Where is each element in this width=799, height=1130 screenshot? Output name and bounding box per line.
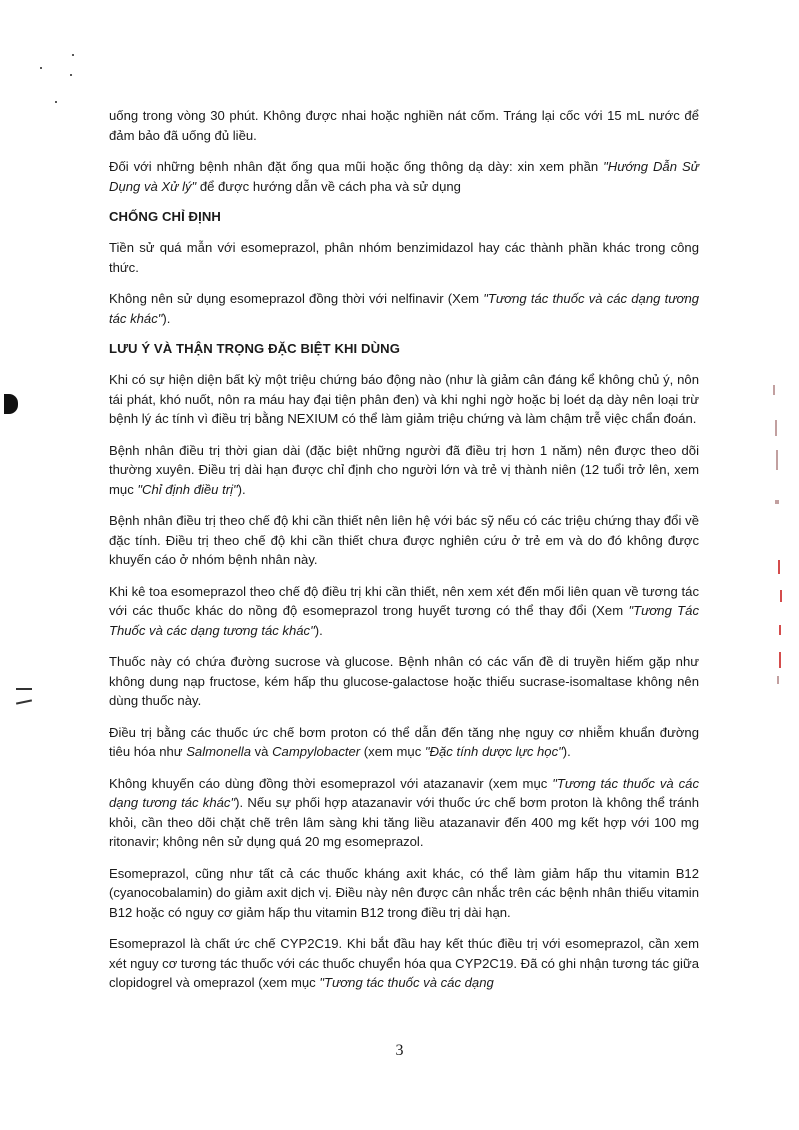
text-run: ). Nếu sự phối hợp atazanavir với thuốc ức chế bơm proton là không thể tránh khỏi, cần theo dõi chặt chẽ trên lâm sàng khi tăng liều atazanavir đến 400 mg kết hợp với 100 mg ritonavir; không nên sử dụng quá 20 mg esomeprazol. xyxy=(109,795,699,849)
text-run: Điều trị bằng các thuốc ức chế bơm proton có thể dẫn đến tăng nhẹ nguy cơ nhiễm khuẩn đường tiêu hóa như xyxy=(109,724,699,759)
text-run: Đối với những bệnh nhân đặt ống qua mũi hoặc ống thông dạ dày: xin xem phần xyxy=(109,159,604,174)
scan-edge-tick xyxy=(776,450,778,470)
italic-text: "Hướng Dẫn Sử Dụng và Xử lý" xyxy=(109,159,699,194)
paragraph xyxy=(109,864,699,923)
scan-edge-tick xyxy=(779,652,781,668)
text-run: ). xyxy=(162,310,171,326)
text-run: Khi kê toa esomeprazol theo chế độ điều trị khi cần thiết, nên xem xét đến mối liên quan về tương tác với các thuốc khác do nồng độ esomeprazol trong huyết tương có thể thay đổi (Xem xyxy=(109,583,699,618)
italic-text: Salmonella xyxy=(186,744,251,759)
scan-speck xyxy=(70,74,72,76)
scan-edge-tick xyxy=(775,420,777,436)
binder-hole-mark xyxy=(4,394,18,414)
text-run: Esomeprazol là chất ức chế CYP2C19. Khi bắt đầu hay kết thúc điều trị với esomeprazol, cần xem xét nguy cơ tương tác thuốc với các thuốc chuyển hóa qua CYP2C19. Đã có ghi nhận tương tác giữa clopidogrel và omeprazol (xem mục xyxy=(109,936,699,990)
paragraph xyxy=(109,934,699,993)
scan-speck xyxy=(72,54,74,56)
text-run: và xyxy=(250,744,273,759)
text-run: Khi có sự hiện diện bất kỳ một triệu chứng báo động nào (như là giảm cân đáng kể không chủ ý, nôn tái phát, khó nuốt, nôn ra máu hay đại tiện phân đen) và khi nghi ngờ hoặc bị loét dạ dày nên loại trừ bệnh lý ác tính vì điều trị bằng NEXIUM có thể làm giảm triệu chứng và làm chậm trễ việc chẩn đoán. xyxy=(109,372,699,426)
text-run: Bệnh nhân điều trị theo chế độ khi cần thiết nên liên hệ với bác sỹ nếu có các triệu chứng thay đổi về đặc tính. Điều trị theo chế độ khi cần thiết chưa được nghiên cứu ở trẻ em và do đó không được khuyến cáo ở nhóm bệnh nhân này. xyxy=(109,513,699,567)
italic-text: "Tương tác thuốc và các dạng tương tác khác" xyxy=(109,775,699,810)
paragraph xyxy=(109,106,699,145)
text-run: Tiền sử quá mẫn với esomeprazol, phân nhóm benzimidazol hay các thành phần khác trong công thức. xyxy=(109,240,699,275)
scan-edge-tick xyxy=(780,590,782,602)
scan-edge-tick xyxy=(777,676,779,684)
scan-speck xyxy=(55,101,57,103)
paragraph xyxy=(109,723,699,762)
scan-edge-tick xyxy=(778,560,780,574)
italic-text: "Tương tác thuốc và các dạng xyxy=(319,975,494,990)
scan-speck xyxy=(40,67,42,69)
italic-text: "Chỉ định điều trị" xyxy=(137,481,238,497)
paragraph xyxy=(109,582,699,641)
document-body xyxy=(109,106,699,1005)
paragraph xyxy=(109,441,699,500)
text-run: ). xyxy=(314,622,323,638)
section-heading xyxy=(109,208,699,226)
paragraph xyxy=(109,370,699,429)
scan-edge-tick xyxy=(775,500,779,504)
text-run: để được hướng dẫn về cách pha và sử dụng xyxy=(196,178,461,194)
scan-dash xyxy=(16,688,32,690)
paragraph xyxy=(109,652,699,711)
text-run: ). xyxy=(562,744,571,759)
paragraph xyxy=(109,157,699,196)
scan-dash xyxy=(16,699,32,704)
italic-text: "Tương tác thuốc và các dạng tương tác khác" xyxy=(109,291,700,326)
text-run: uống trong vòng 30 phút. Không được nhai hoặc nghiền nát cốm. Tráng lại cốc với 15 mL nước để đảm bảo đã uống đủ liều. xyxy=(109,108,699,143)
italic-text: "Đặc tính dược lực học" xyxy=(424,744,563,759)
paragraph xyxy=(109,289,699,328)
text-run: Không nên sử dụng esomeprazol đồng thời với nelfinavir (Xem xyxy=(109,291,484,306)
text-run: ). xyxy=(237,481,246,497)
section-heading xyxy=(109,340,699,358)
italic-text: Campylobacter xyxy=(272,744,361,759)
text-run: CHỐNG CHỈ ĐỊNH xyxy=(109,209,221,224)
scan-edge-tick xyxy=(773,385,775,395)
paragraph xyxy=(109,774,699,852)
scan-edge-tick xyxy=(779,625,781,635)
paragraph xyxy=(109,511,699,570)
text-run: Không khuyến cáo dùng đồng thời esomeprazol với atazanavir (xem mục xyxy=(109,775,553,791)
text-run: (xem mục xyxy=(360,744,425,759)
paragraph xyxy=(109,238,699,277)
text-run: LƯU Ý VÀ THẬN TRỌNG ĐẶC BIỆT KHI DÙNG xyxy=(109,341,400,356)
text-run: Thuốc này có chứa đường sucrose và glucose. Bệnh nhân có các vấn đề di truyền hiếm gặp như không dung nạp fructose, kém hấp thu glucose-galactose hoặc thiếu sucrase-isomaltase không nên dùng thuốc này. xyxy=(109,654,699,708)
italic-text: "Tương Tác Thuốc và các dạng tương tác khác" xyxy=(109,603,700,638)
text-run: Esomeprazol, cũng như tất cả các thuốc kháng axit khác, có thể làm giảm hấp thu vitamin B12 (cyanocobalamin) do giảm axit dịch vị. Điều này nên được cân nhắc trên các bệnh nhân thiếu vitamin B12 hoặc có nguy cơ giảm hấp thu vitamin B12 trong điều trị dài hạn. xyxy=(109,865,699,920)
text-run: Bệnh nhân điều trị thời gian dài (đặc biệt những người đã điều trị hơn 1 năm) nên được theo dõi thường xuyên. Điều trị dài hạn được chỉ định cho người lớn và trẻ vị thành niên (12 tuổi trở lên, xem mục xyxy=(109,442,699,497)
page-number: 3 xyxy=(395,1042,404,1059)
